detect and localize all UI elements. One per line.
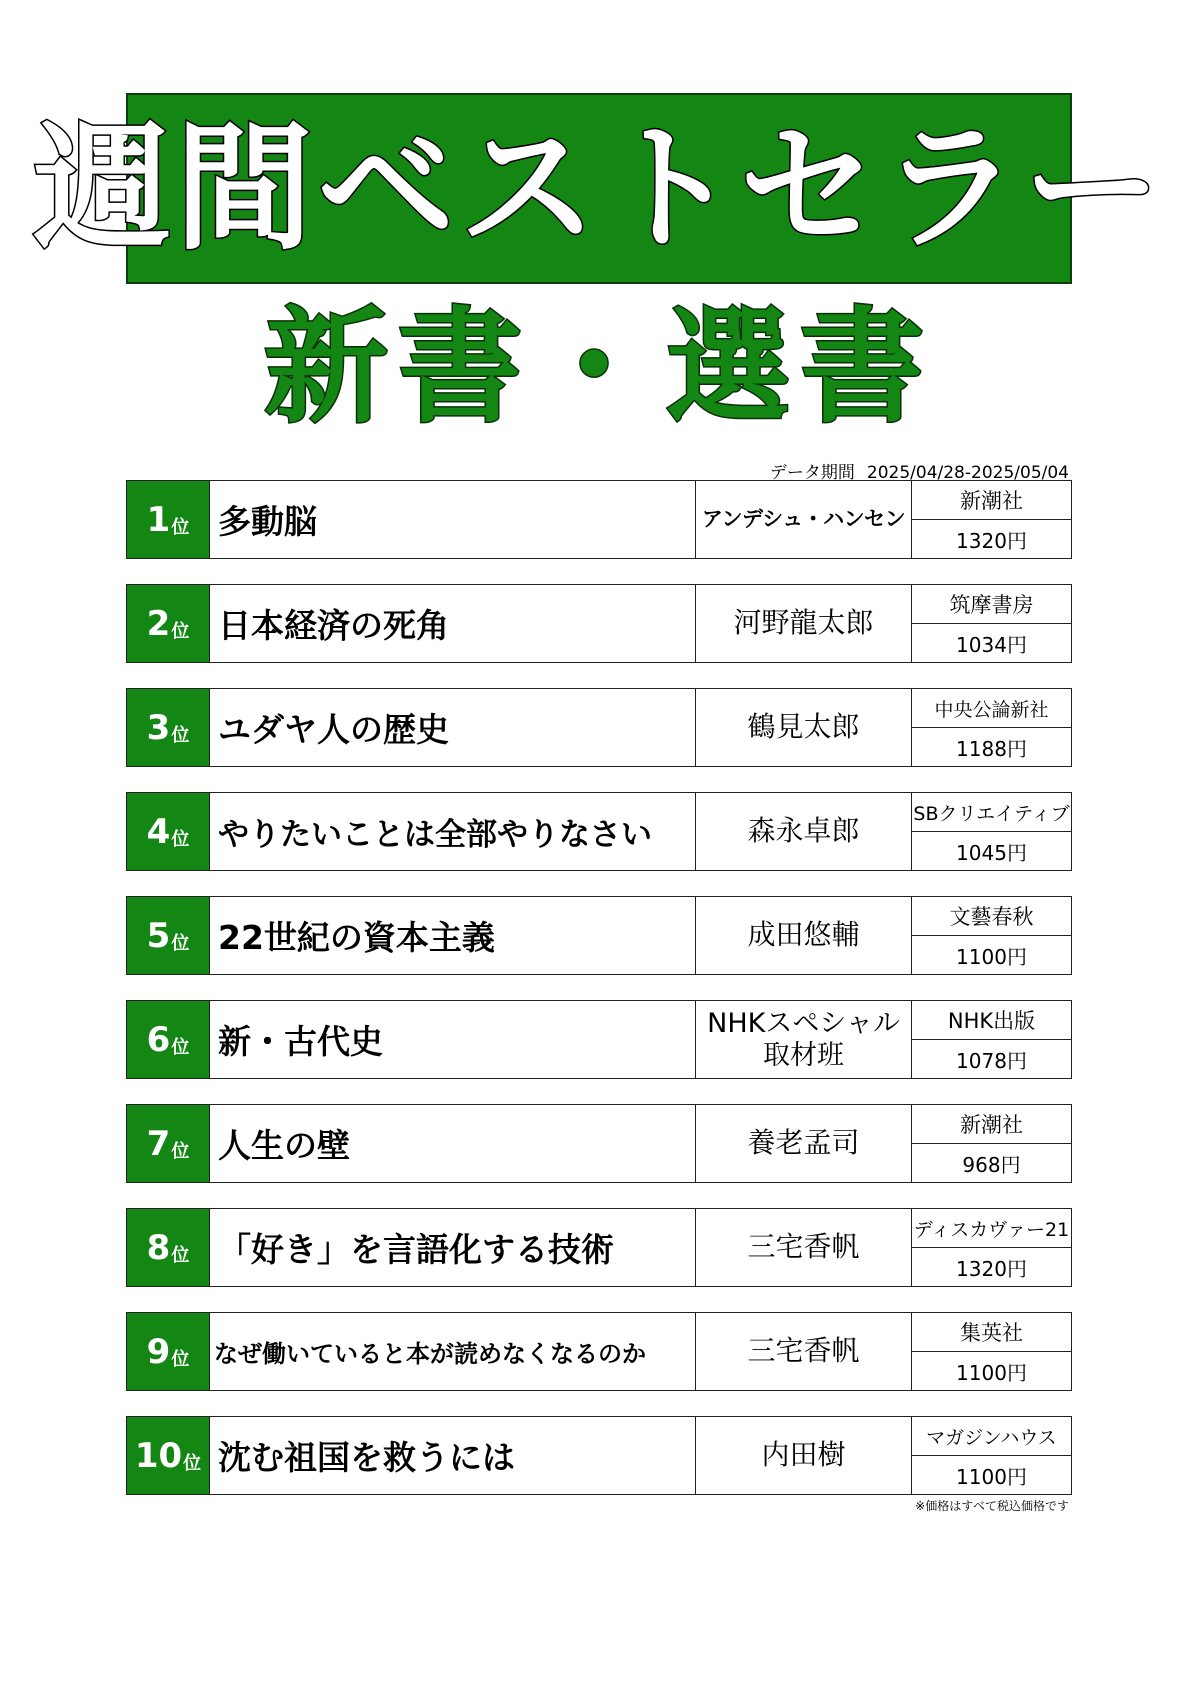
- price-footnote: ※価格はすべて税込価格です: [915, 1499, 1069, 1513]
- book-author: 内田樹: [695, 1417, 911, 1494]
- book-title: 人生の壁: [209, 1105, 695, 1182]
- rank-number: 2: [146, 603, 171, 644]
- rank-badge: [127, 1209, 209, 1286]
- header-banner: [33, 93, 1165, 284]
- book-price: 1034円: [956, 632, 1027, 657]
- publisher-cell: [911, 689, 1071, 766]
- book-title: 多動脳: [209, 481, 695, 558]
- publisher-name: 新潮社: [912, 481, 1071, 520]
- publisher-cell: [911, 1105, 1071, 1182]
- rank-badge: [127, 1001, 209, 1078]
- ranking-row: [126, 1104, 1072, 1183]
- ranking-row: [126, 584, 1072, 663]
- book-title: やりたいことは全部やりなさい: [209, 793, 695, 870]
- publisher-name: SBクリエイティブ: [912, 793, 1071, 832]
- rank-badge: [127, 793, 209, 870]
- ranking-row: [126, 1208, 1072, 1287]
- rank-suffix: 位: [171, 932, 190, 954]
- rank-suffix: 位: [171, 1244, 190, 1266]
- rank-badge: [127, 585, 209, 662]
- publisher-cell: [911, 1209, 1071, 1286]
- publisher-cell: [911, 481, 1071, 558]
- ranking-row: [126, 480, 1072, 559]
- publisher-name: ディスカヴァー21: [912, 1209, 1071, 1248]
- rank-number: 9: [146, 1331, 171, 1372]
- book-title: 沈む祖国を救うには: [209, 1417, 695, 1494]
- rank-number: 3: [146, 707, 171, 748]
- book-author: 森永卓郎: [695, 793, 911, 870]
- publisher-cell: [911, 1313, 1071, 1390]
- book-author: 養老孟司: [695, 1105, 911, 1182]
- book-price: 1078円: [956, 1048, 1027, 1073]
- book-title: なぜ働いていると本が読めなくなるのか: [209, 1313, 695, 1390]
- publisher-name: 中央公論新社: [912, 689, 1071, 728]
- ranking-row: [126, 1312, 1072, 1391]
- ranking-row: [126, 688, 1072, 767]
- book-author: アンデシュ・ハンセン: [695, 481, 911, 558]
- publisher-name: NHK出版: [912, 1001, 1071, 1040]
- rank-number: 4: [146, 811, 171, 852]
- rank-number: 5: [146, 915, 171, 956]
- book-price: 1320円: [956, 528, 1027, 553]
- publisher-cell: [911, 897, 1071, 974]
- book-price: 1100円: [956, 1360, 1027, 1385]
- book-price: 1100円: [956, 944, 1027, 969]
- book-price: 1188円: [956, 736, 1027, 761]
- rank-badge: [127, 1313, 209, 1390]
- rank-suffix: 位: [171, 828, 190, 850]
- ranking-row: [126, 792, 1072, 871]
- book-author: 成田悠輔: [695, 897, 911, 974]
- book-title: ユダヤ人の歴史: [209, 689, 695, 766]
- book-author: 三宅香帆: [695, 1313, 911, 1390]
- rank-number: 7: [146, 1123, 171, 1164]
- publisher-cell: [911, 1001, 1071, 1078]
- period-value: 2025/04/28-2025/05/04: [866, 463, 1069, 483]
- rank-badge: [127, 897, 209, 974]
- ranking-row: [126, 896, 1072, 975]
- book-price: 1100円: [956, 1464, 1027, 1489]
- book-title: 「好き」を言語化する技術: [209, 1209, 695, 1286]
- book-price: 968円: [962, 1152, 1021, 1177]
- category-title: 新書・選書: [263, 296, 934, 440]
- publisher-name: 集英社: [912, 1313, 1071, 1352]
- book-title: 22世紀の資本主義: [209, 897, 695, 974]
- publisher-name: 新潮社: [912, 1105, 1071, 1144]
- book-title: 新・古代史: [209, 1001, 695, 1078]
- rank-number: 10: [134, 1435, 183, 1476]
- publisher-name: 筑摩書房: [912, 585, 1071, 624]
- book-title: 日本経済の死角: [209, 585, 695, 662]
- period-label: データ期間: [769, 463, 855, 483]
- rank-badge: [127, 1105, 209, 1182]
- rank-number: 8: [146, 1227, 171, 1268]
- book-author: 鶴見太郎: [695, 689, 911, 766]
- publisher-cell: [911, 793, 1071, 870]
- book-price: 1320円: [956, 1256, 1027, 1281]
- rank-suffix: 位: [171, 620, 190, 642]
- book-author: 三宅香帆: [695, 1209, 911, 1286]
- rank-badge: [127, 481, 209, 558]
- rank-suffix: 位: [171, 724, 190, 746]
- rank-suffix: 位: [171, 1348, 190, 1370]
- rank-suffix: 位: [171, 516, 190, 538]
- ranking-row: [126, 1416, 1072, 1495]
- rank-badge: [127, 689, 209, 766]
- rank-number: 6: [146, 1019, 171, 1060]
- publisher-cell: [911, 1417, 1071, 1494]
- ranking-row: [126, 1000, 1072, 1079]
- book-price: 1045円: [956, 840, 1027, 865]
- rank-number: 1: [146, 499, 171, 540]
- banner-title: 週間ベストセラー: [33, 107, 1165, 269]
- book-author: 河野龍太郎: [695, 585, 911, 662]
- publisher-cell: [911, 585, 1071, 662]
- rank-suffix: 位: [171, 1036, 190, 1058]
- rank-badge: [127, 1417, 209, 1494]
- rank-suffix: 位: [171, 1140, 190, 1162]
- rank-suffix: 位: [183, 1452, 202, 1474]
- publisher-name: 文藝春秋: [912, 897, 1071, 936]
- book-author: NHKスペシャル 取材班: [695, 1001, 911, 1078]
- publisher-name: マガジンハウス: [912, 1417, 1071, 1456]
